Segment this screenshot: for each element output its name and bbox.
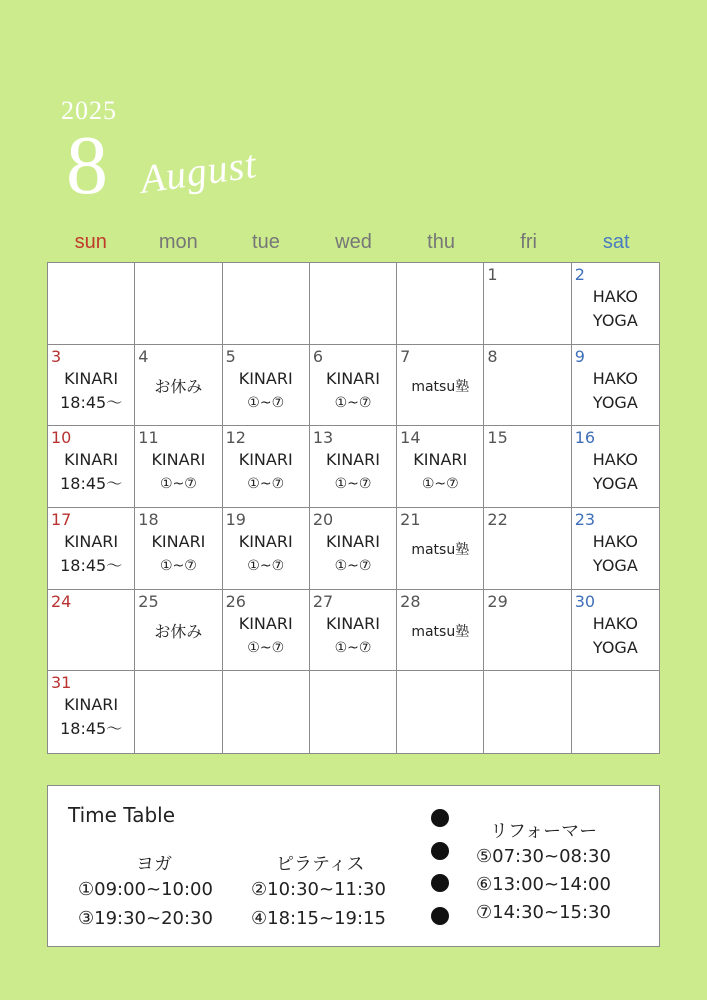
day-cell bbox=[223, 345, 310, 427]
weekday-sat: sat bbox=[602, 231, 630, 253]
day-cell bbox=[572, 590, 659, 672]
day-cell bbox=[572, 426, 659, 508]
day-number: 13 bbox=[312, 428, 334, 448]
day-number: 25 bbox=[138, 591, 159, 611]
bullet-dot bbox=[431, 907, 449, 925]
day-number: 5 bbox=[225, 346, 236, 366]
day-cell bbox=[572, 345, 659, 427]
day-number: 17 bbox=[51, 510, 72, 529]
slot-2: ②10:30~11:30 bbox=[251, 879, 386, 900]
day-cell bbox=[484, 426, 571, 508]
day-cell bbox=[484, 590, 571, 672]
day-cell bbox=[223, 263, 310, 345]
day-cell bbox=[484, 671, 571, 753]
event-title: HAKO bbox=[592, 368, 638, 388]
event-title: matsu塾 bbox=[411, 623, 470, 640]
day-cell bbox=[48, 426, 135, 508]
event-title: KINARI bbox=[64, 368, 119, 388]
event-detail: ①~⑦ bbox=[334, 639, 372, 656]
event-detail: 18:45〜 bbox=[60, 474, 123, 494]
day-cell bbox=[135, 263, 222, 345]
slot-3: ③19:30~20:30 bbox=[78, 908, 213, 929]
day-number: 26 bbox=[225, 591, 246, 611]
bullet-dot bbox=[431, 809, 449, 827]
day-cell bbox=[48, 590, 135, 672]
event-title: KINARI bbox=[238, 368, 293, 388]
event-detail: 18:45〜 bbox=[60, 392, 123, 412]
calendar-grid bbox=[47, 262, 660, 754]
reformer-label: リフォーマー bbox=[490, 821, 598, 842]
event-title: KINARI bbox=[326, 532, 380, 551]
day-number: 19 bbox=[225, 510, 246, 529]
event-title: HAKO bbox=[592, 450, 638, 470]
day-cell bbox=[48, 263, 135, 345]
day-cell bbox=[484, 508, 571, 590]
event-title: KINARI bbox=[64, 695, 119, 715]
day-number: 28 bbox=[400, 591, 421, 611]
event-title: matsu塾 bbox=[411, 378, 470, 395]
day-cell bbox=[48, 345, 135, 427]
day-number: 11 bbox=[138, 428, 159, 448]
day-cell bbox=[135, 508, 222, 590]
event-detail: 18:45〜 bbox=[60, 719, 123, 739]
weekday-tue: tue bbox=[252, 231, 280, 253]
day-cell bbox=[484, 263, 571, 345]
yoga-label: ヨガ bbox=[136, 854, 172, 875]
event-detail: ①~⑦ bbox=[334, 476, 372, 493]
day-number: 18 bbox=[138, 510, 159, 529]
day-number: 12 bbox=[225, 428, 246, 448]
slot-7: ⑦14:30~15:30 bbox=[476, 902, 611, 923]
event-detail: ①~⑦ bbox=[247, 476, 285, 493]
event-title: KINARI bbox=[64, 450, 119, 470]
day-cell bbox=[48, 508, 135, 590]
event-title: KINARI bbox=[64, 532, 119, 551]
month-name: August bbox=[137, 141, 260, 202]
day-number: 6 bbox=[312, 346, 324, 366]
event-title: HAKO bbox=[592, 532, 638, 551]
event-detail: ①~⑦ bbox=[247, 558, 285, 574]
day-cell bbox=[310, 263, 397, 345]
day-number: 21 bbox=[400, 510, 421, 529]
event-title: KINARI bbox=[238, 532, 293, 551]
day-number: 9 bbox=[574, 346, 585, 366]
weekday-header bbox=[47, 231, 660, 257]
day-cell bbox=[223, 426, 310, 508]
event-title: matsu塾 bbox=[411, 542, 470, 558]
event-detail: YOGA bbox=[592, 556, 638, 575]
weekday-wed: wed bbox=[335, 231, 372, 253]
weekday-mon: mon bbox=[158, 231, 198, 253]
event-detail: YOGA bbox=[592, 474, 638, 494]
day-cell bbox=[397, 345, 484, 427]
pilates-label: ピラティス bbox=[276, 854, 365, 875]
slot-4: ④18:15~19:15 bbox=[251, 908, 386, 929]
event-title: KINARI bbox=[326, 368, 380, 388]
event-detail: ①~⑦ bbox=[334, 394, 372, 411]
day-cell bbox=[223, 508, 310, 590]
day-number: 22 bbox=[487, 510, 508, 529]
event-detail: ①~⑦ bbox=[160, 558, 197, 574]
event-detail: 18:45〜 bbox=[60, 556, 123, 575]
day-number: 27 bbox=[312, 591, 334, 611]
time-table bbox=[47, 785, 660, 947]
day-cell bbox=[397, 590, 484, 672]
day-cell bbox=[397, 426, 484, 508]
day-number: 10 bbox=[51, 428, 72, 448]
slot-1: ①09:00~10:00 bbox=[78, 879, 213, 900]
slot-5: ⑤07:30~08:30 bbox=[476, 846, 611, 867]
event-title: KINARI bbox=[413, 450, 468, 470]
year-label: 2025 bbox=[61, 96, 117, 125]
day-number: 7 bbox=[400, 346, 411, 366]
event-detail: YOGA bbox=[592, 311, 638, 330]
day-cell bbox=[397, 508, 484, 590]
day-number: 1 bbox=[487, 265, 498, 284]
event-title: KINARI bbox=[326, 450, 380, 470]
month-number: 8 bbox=[66, 119, 108, 212]
day-cell bbox=[223, 671, 310, 753]
event-title: お休み bbox=[154, 376, 203, 396]
day-cell bbox=[135, 345, 222, 427]
slot-6: ⑥13:00~14:00 bbox=[476, 874, 611, 895]
day-cell bbox=[572, 671, 659, 753]
event-detail: ①~⑦ bbox=[421, 476, 459, 493]
weekday-sun: sun bbox=[74, 231, 107, 253]
day-number: 2 bbox=[574, 265, 585, 284]
weekday-fri: fri bbox=[520, 231, 537, 253]
day-number: 16 bbox=[574, 428, 596, 448]
day-cell bbox=[310, 345, 397, 427]
bullet-dot bbox=[431, 842, 449, 860]
day-cell bbox=[484, 345, 571, 427]
event-detail: ①~⑦ bbox=[247, 639, 285, 656]
day-number: 15 bbox=[487, 428, 508, 448]
day-number: 3 bbox=[51, 346, 62, 366]
day-cell bbox=[310, 671, 397, 753]
day-cell bbox=[397, 671, 484, 753]
event-title: HAKO bbox=[592, 613, 638, 633]
day-cell bbox=[135, 671, 222, 753]
bullet-dot bbox=[431, 874, 449, 892]
event-title: KINARI bbox=[238, 613, 293, 633]
day-number: 14 bbox=[400, 428, 421, 448]
day-cell bbox=[310, 590, 397, 672]
day-number: 4 bbox=[138, 346, 149, 366]
event-title: KINARI bbox=[326, 613, 380, 633]
event-title: KINARI bbox=[238, 450, 293, 470]
weekday-thu: thu bbox=[427, 231, 455, 253]
day-number: 20 bbox=[312, 510, 334, 529]
event-title: お休み bbox=[154, 621, 203, 641]
day-cell bbox=[223, 590, 310, 672]
day-cell bbox=[135, 426, 222, 508]
day-cell bbox=[397, 263, 484, 345]
event-title: HAKO bbox=[592, 287, 638, 306]
event-detail: ①~⑦ bbox=[334, 558, 372, 574]
day-number: 8 bbox=[487, 346, 498, 366]
day-number: 23 bbox=[574, 510, 596, 529]
day-number: 24 bbox=[51, 591, 72, 611]
event-title: KINARI bbox=[151, 450, 206, 470]
day-cell bbox=[572, 263, 659, 345]
day-number: 30 bbox=[574, 591, 596, 611]
event-title: KINARI bbox=[151, 532, 206, 551]
event-detail: YOGA bbox=[592, 637, 638, 657]
day-cell bbox=[48, 671, 135, 753]
event-detail: ①~⑦ bbox=[160, 476, 197, 493]
time-table-title: Time Table bbox=[68, 803, 176, 827]
event-detail: ①~⑦ bbox=[247, 394, 285, 411]
day-cell bbox=[310, 426, 397, 508]
day-cell bbox=[135, 590, 222, 672]
day-cell bbox=[310, 508, 397, 590]
day-number: 29 bbox=[487, 591, 508, 611]
event-detail: YOGA bbox=[592, 392, 638, 412]
day-cell bbox=[572, 508, 659, 590]
day-number: 31 bbox=[51, 673, 72, 693]
